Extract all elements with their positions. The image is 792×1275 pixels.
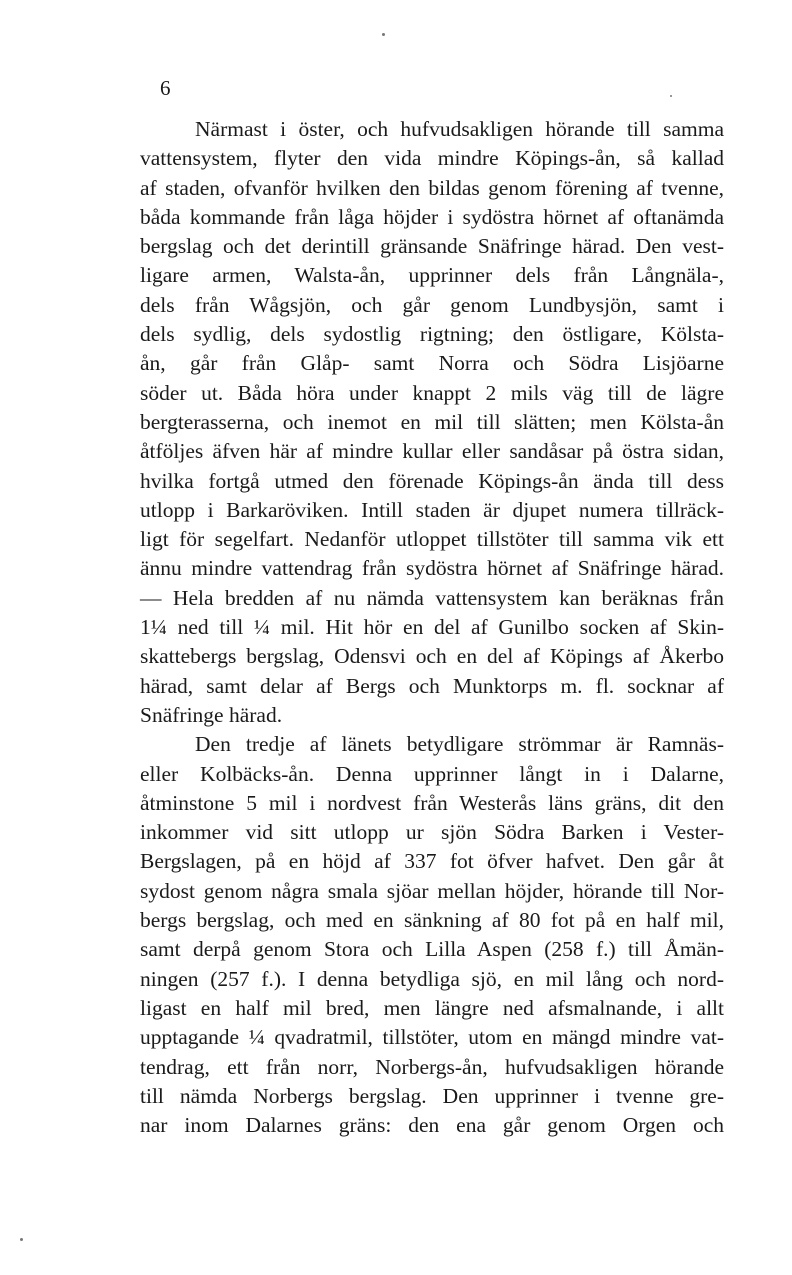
- text-line: ligt för segelfart. Nedanför utloppet tillstöter till samma vik ett: [140, 527, 724, 552]
- text-line: — Hela bredden af nu nämda vattensystem kan beräknas från: [140, 585, 724, 610]
- text-line: tendrag, ett från norr, Norbergs-ån, hufvudsakligen hörande: [140, 1054, 724, 1079]
- text-line: härad, samt delar af Bergs och Munktorps m. fl. socknar af: [140, 673, 724, 698]
- text-line: dels från Wågsjön, och går genom Lundbysjön, samt i: [140, 292, 724, 317]
- text-line: åtföljes äfven här af mindre kullar eller sandåsar på östra sidan,: [140, 439, 724, 464]
- text-line: sydost genom några smala sjöar mellan höjder, hörande till Nor-: [140, 878, 724, 903]
- text-line: ligare armen, Walsta-ån, upprinner dels från Långnäla-,: [140, 263, 724, 288]
- text-line: nar inom Dalarnes gräns: den ena går genom Orgen och: [140, 1113, 724, 1138]
- text-line: dels sydlig, dels sydostlig rigtning; den östligare, Kölsta-: [140, 322, 724, 347]
- body-text: [140, 115, 724, 1140]
- text-line: ån, går från Glåp- samt Norra och Södra Lisjöarne: [140, 351, 724, 376]
- text-line: Närmast i öster, och hufvudsakligen hörande till samma: [195, 117, 724, 141]
- text-line: Snäfringe härad.: [140, 702, 283, 727]
- text-line: bergterasserna, och inemot en mil till slätten; men Kölsta-ån: [140, 409, 724, 434]
- text-line: Den tredje af länets betydligare strömmar är Ramnäs-: [195, 732, 724, 757]
- text-line: utlopp i Barkaröviken. Intill staden är djupet numera tillräck-: [140, 497, 724, 522]
- scan-speck: [670, 95, 672, 97]
- paragraph-1: [140, 115, 724, 730]
- text-line: söder ut. Båda höra under knappt 2 mils väg till de lägre: [140, 380, 724, 405]
- scan-speck: [20, 1238, 23, 1241]
- text-line: bergslag och det derintill gränsande Snäfringe härad. Den vest-: [140, 234, 724, 259]
- text-line: ligast en half mil bred, men längre ned afsmalnande, i allt: [140, 995, 724, 1020]
- text-line: af staden, ofvanför hvilken den bildas genom förening af tvenne,: [140, 175, 724, 200]
- text-line: vattensystem, flyter den vida mindre Köpings-ån, så kallad: [140, 146, 724, 171]
- text-line: samt derpå genom Stora och Lilla Aspen (258 f.) till Åmän-: [140, 937, 724, 962]
- text-line: inkommer vid sitt utlopp ur sjön Södra Barken i Vester-: [140, 820, 724, 845]
- text-line: båda kommande från låga höjder i sydöstra hörnet af oftanämda: [140, 204, 724, 229]
- text-line: Bergslagen, på en höjd af 337 fot öfver hafvet. Den går åt: [140, 849, 724, 874]
- text-line: till nämda Norbergs bergslag. Den upprinner i tvenne gre-: [140, 1083, 724, 1108]
- text-line: upptagande ¼ qvadratmil, tillstöter, utom en mängd mindre vat-: [140, 1025, 724, 1050]
- text-line: 1¼ ned till ¼ mil. Hit hör en del af Gunilbo socken af Skin-: [140, 615, 724, 640]
- text-line: ningen (257 f.). I denna betydliga sjö, en mil lång och nord-: [140, 966, 724, 991]
- text-line: hvilka fortgå utmed den förenade Köpings-ån ända till dess: [140, 468, 724, 493]
- text-line: eller Kolbäcks-ån. Denna upprinner långt in i Dalarne,: [140, 761, 724, 786]
- text-line: skattebergs bergslag, Odensvi och en del af Köpings af Åkerbo: [140, 644, 724, 669]
- text-line: bergs bergslag, och med en sänkning af 80 fot på en half mil,: [140, 908, 724, 933]
- text-line: åtminstone 5 mil i nordvest från Westerås läns gräns, dit den: [140, 790, 724, 815]
- text-line: ännu mindre vattendrag från sydöstra hörnet af Snäfringe härad.: [140, 556, 724, 581]
- scan-speck: [382, 33, 385, 36]
- page-number: 6: [160, 76, 171, 100]
- paragraph-2: [140, 730, 724, 1140]
